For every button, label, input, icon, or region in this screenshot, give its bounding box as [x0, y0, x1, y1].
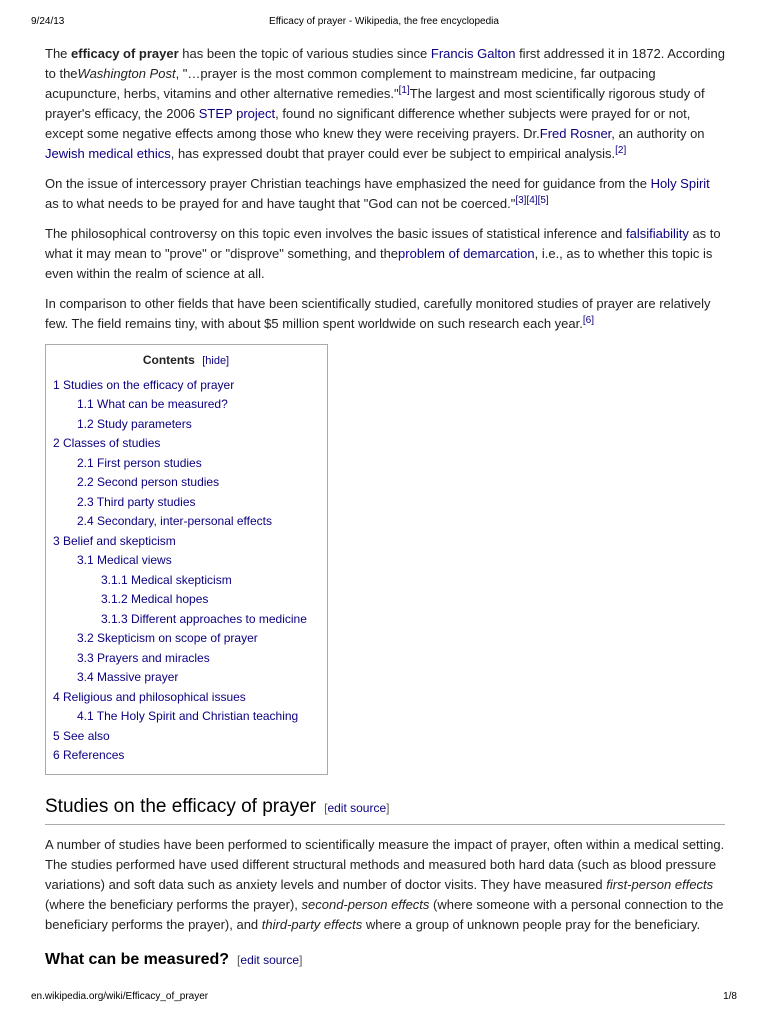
print-date: 9/24/13 — [31, 16, 65, 27]
toc-link[interactable]: 1.2 Study parameters — [77, 416, 192, 431]
text: (where the beneficiary performs the prayer), — [45, 896, 302, 912]
text: , an authority on — [611, 126, 705, 141]
toc-item — [53, 454, 327, 474]
edit-source-link[interactable]: edit source — [240, 952, 300, 967]
ref-5[interactable]: [5] — [537, 195, 549, 206]
toc-link[interactable]: 2.1 First person studies — [77, 455, 202, 470]
ref-3[interactable]: [3] — [515, 195, 527, 206]
italic-term: third-party effects — [261, 916, 363, 932]
ref-4[interactable]: [4] — [526, 195, 538, 206]
toc-item — [53, 551, 327, 571]
edit-source-link[interactable]: edit source — [327, 800, 387, 815]
toc-item — [53, 532, 327, 552]
table-of-contents — [45, 344, 328, 775]
intro-paragraph-4 — [45, 294, 725, 334]
toc-item — [53, 473, 327, 493]
toc-item — [53, 649, 327, 669]
toc-link[interactable]: 1.1 What can be measured? — [77, 397, 228, 411]
toc-item — [53, 571, 327, 591]
text: where a group of unknown people pray for the beneficiary. — [362, 916, 701, 932]
ref-1[interactable]: [1] — [398, 85, 410, 96]
print-url: en.wikipedia.org/wiki/Efficacy_of_prayer — [31, 991, 209, 1002]
section-heading-studies — [45, 795, 725, 825]
text: as to what needs to be prayed for and have taught that "God can not be coerced." — [45, 196, 516, 211]
text: The — [45, 46, 72, 61]
link-jewish-medical-ethics[interactable]: Jewish medical ethics — [45, 146, 171, 161]
italic-term: first-person effects — [606, 876, 714, 892]
toc-link[interactable]: 1 Studies on the efficacy of prayer — [53, 377, 235, 392]
toc-item — [53, 395, 327, 415]
link-falsifiability[interactable]: falsifiability — [625, 226, 689, 241]
intro-paragraph-2 — [45, 174, 725, 214]
toc-link[interactable]: 2.4 Secondary, inter-personal effects — [77, 514, 272, 528]
toc-item — [53, 512, 327, 532]
heading-text: Studies on the efficacy of prayer — [45, 795, 317, 817]
toc-item — [53, 629, 327, 649]
text: The largest and most scientifically rigorous study of prayer's efficacy, the 2006 — [45, 86, 705, 121]
print-footer — [31, 991, 737, 1005]
toc-link[interactable]: 2.2 Second person studies — [77, 475, 220, 489]
toc-link[interactable]: 3.2 Skepticism on scope of prayer — [77, 631, 258, 645]
toc-link[interactable]: 4.1 The Holy Spirit and Christian teaching — [77, 709, 299, 723]
toc-item — [53, 668, 327, 688]
italic-washington-post: Washington Post — [77, 66, 176, 81]
toc-link[interactable]: 3.1.1 Medical skepticism — [101, 572, 232, 587]
toc-link[interactable]: 2 Classes of studies — [53, 436, 161, 450]
text: A number of studies have been performed to scientifically measure the impact of prayer, often within a medical setting. The studies performed have used different structural methods and measured both hard data (such as blood pressure variations) and soft data such as anxiety levels and number of doctor visits. They have measured — [45, 836, 725, 892]
toc-link[interactable]: 3 Belief and skepticism — [53, 533, 176, 548]
link-holy-spirit[interactable]: Holy Spirit — [650, 176, 710, 191]
toc-heading: Contents — [142, 353, 195, 367]
toc-item — [53, 610, 327, 630]
article-content — [45, 44, 725, 977]
bold-term: efficacy of prayer — [71, 46, 179, 61]
intro-paragraph-1 — [45, 44, 725, 164]
intro-paragraph-3 — [45, 224, 725, 284]
link-step-project[interactable]: STEP project — [198, 106, 276, 121]
toc-list — [53, 376, 327, 766]
print-page-number: 1/8 — [723, 991, 737, 1002]
ref-2[interactable]: [2] — [615, 145, 627, 156]
toc-item — [53, 727, 327, 747]
toc-link[interactable]: 3.1.3 Different approaches to medicine — [101, 611, 307, 626]
text: , has expressed doubt that prayer could ever be subject to empirical analysis. — [170, 146, 616, 161]
edit-section-control — [324, 801, 389, 815]
toc-item — [53, 376, 327, 396]
edit-section-control — [237, 953, 302, 967]
section-paragraph — [45, 835, 725, 935]
text: The philosophical controversy on this topic even involves the basic issues of statistical inference and — [45, 226, 626, 241]
toc-hide-toggle[interactable]: [hide] — [202, 355, 230, 367]
toc-title — [53, 351, 327, 372]
heading-text: What can be measured? — [45, 950, 230, 968]
text: , "…prayer is the most common complement to mainstream medicine, far outpacing acupuncture, herbs, vitamins and other alternative remedies." — [45, 66, 656, 101]
text: , i.e., as to whether this topic is even within the realm of science at all. — [45, 246, 713, 281]
bracket: [ — [237, 952, 241, 967]
subsection-heading-what-can-be-measured — [45, 949, 725, 971]
text: has been the topic of various studies since — [178, 46, 431, 61]
toc-link[interactable]: 5 See also — [53, 728, 110, 743]
text: On the issue of intercessory prayer Christian teachings have emphasized the need for guidance from the — [45, 176, 651, 191]
toc-link[interactable]: 3.1.2 Medical hopes — [101, 592, 209, 606]
link-problem-of-demarcation[interactable]: problem of demarcation — [398, 246, 535, 261]
italic-term: second-person effects — [301, 896, 430, 912]
toc-item — [53, 590, 327, 610]
bracket: ] — [386, 800, 390, 815]
text: In comparison to other fields that have been scientifically studied, carefully monitored studies of prayer are relatively few. The field remains tiny, with about $5 million spent worldwide on such research each year. — [45, 296, 711, 331]
link-fred-rosner[interactable]: Fred Rosner — [539, 126, 612, 141]
print-header — [31, 16, 737, 30]
toc-item — [53, 415, 327, 435]
toc-link[interactable]: 6 References — [53, 748, 125, 762]
ref-6[interactable]: [6] — [582, 315, 594, 326]
toc-link[interactable]: 2.3 Third party studies — [77, 494, 196, 509]
toc-item — [53, 493, 327, 513]
toc-item — [53, 746, 327, 766]
toc-link[interactable]: 3.1 Medical views — [77, 553, 172, 567]
toc-item — [53, 707, 327, 727]
text: (where someone with a personal connection to the beneficiary performs the prayer), and — [45, 896, 724, 932]
print-title: Efficacy of prayer - Wikipedia, the free encyclopedia — [269, 16, 499, 27]
toc-item — [53, 688, 327, 708]
toc-link[interactable]: 3.3 Prayers and miracles — [77, 650, 210, 665]
text: first addressed it in 1872. According to the — [45, 46, 726, 81]
toc-link[interactable]: 4 Religious and philosophical issues — [53, 689, 246, 704]
text: , found no significant difference whether subjects were prayed for or not, except some negative effects among those who knew they were receiving prayers. Dr. — [45, 106, 691, 141]
bracket: ] — [299, 952, 303, 967]
bracket: [ — [324, 800, 328, 815]
link-francis-galton[interactable]: Francis Galton — [430, 46, 516, 61]
text: as to what it may mean to "prove" or "disprove" something, and the — [45, 226, 721, 261]
toc-link[interactable]: 3.4 Massive prayer — [77, 670, 179, 684]
toc-item — [53, 434, 327, 454]
